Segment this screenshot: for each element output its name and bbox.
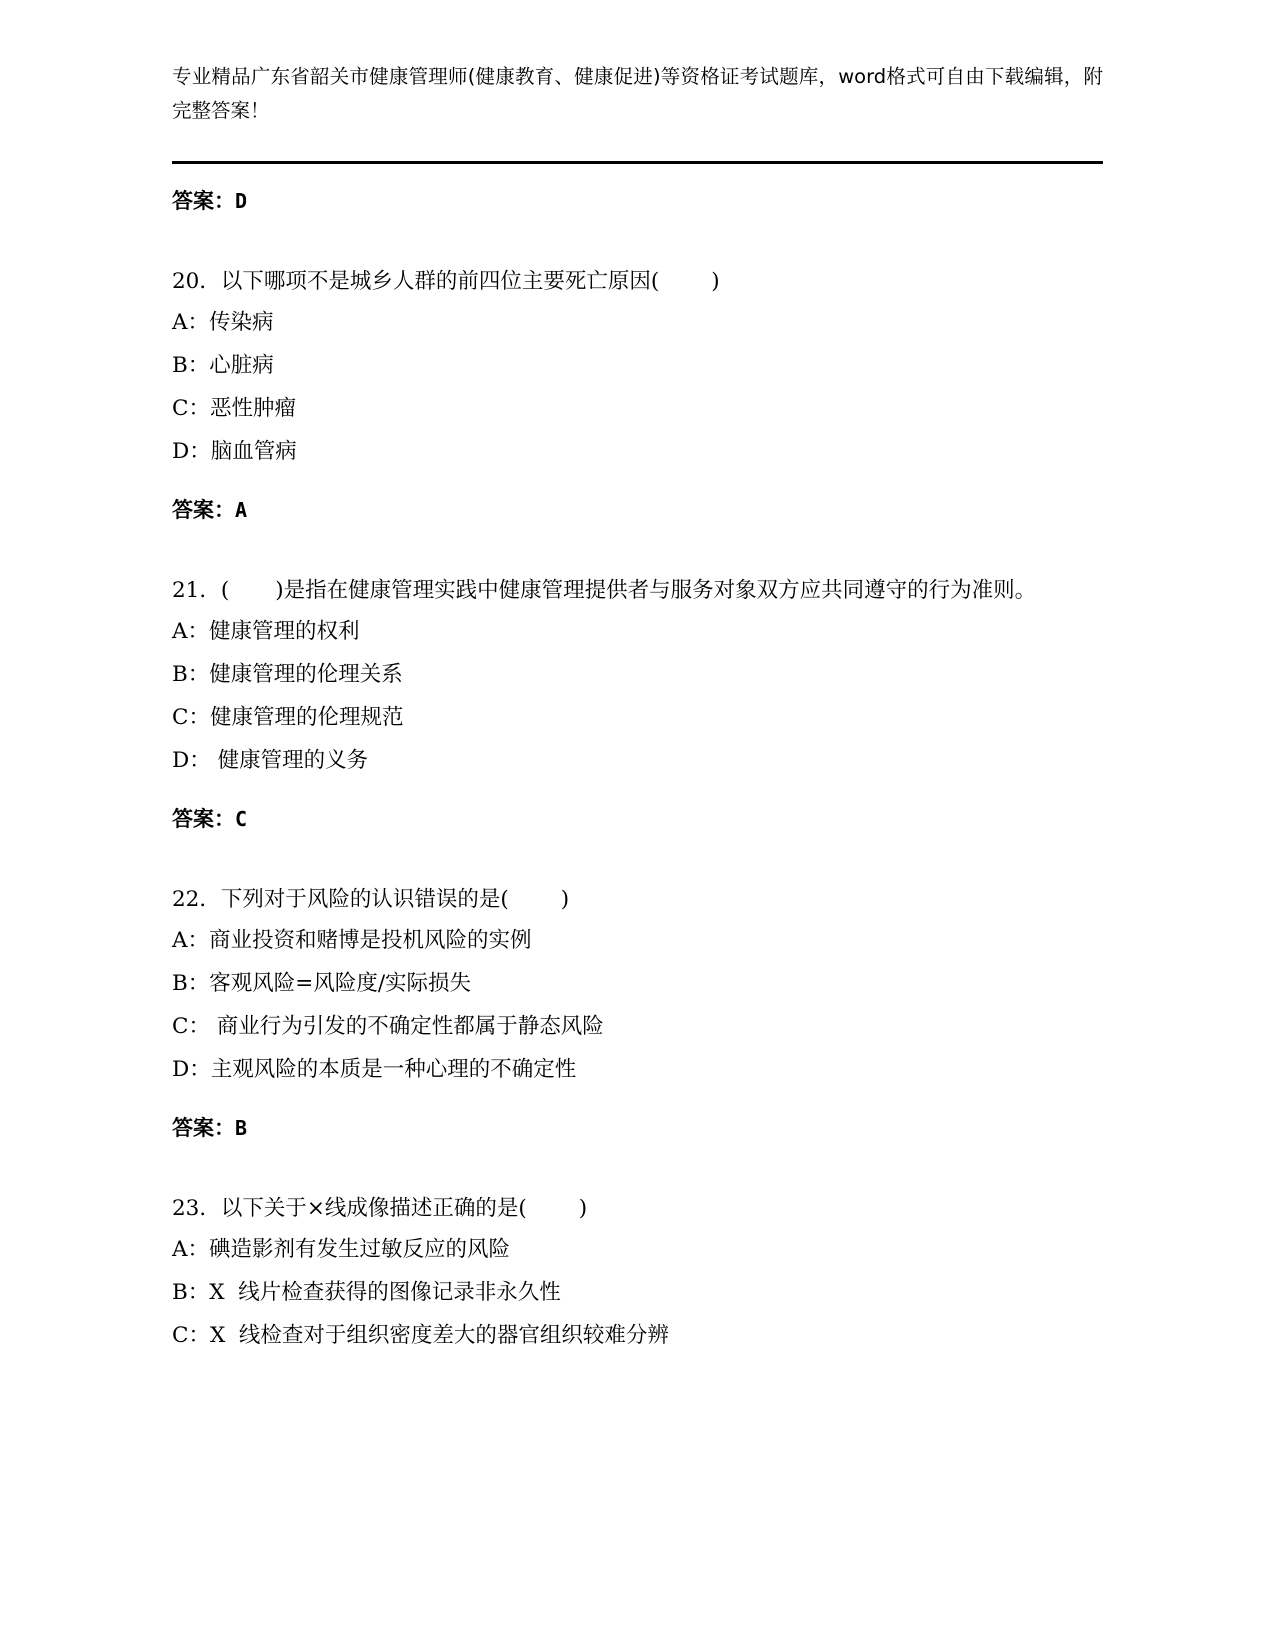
answer-line bbox=[172, 804, 1103, 834]
question-number: 20． bbox=[172, 269, 221, 294]
option-d: D：脑血管病 bbox=[172, 439, 297, 464]
option-a: A：碘造影剂有发生过敏反应的风险 bbox=[172, 1237, 511, 1262]
question-number: 21．( bbox=[172, 578, 230, 603]
option-b: B：健康管理的伦理关系 bbox=[172, 662, 403, 687]
question-block bbox=[172, 1189, 1103, 1357]
question-block bbox=[172, 262, 1103, 525]
question-text: 下列对于风险的认识错误的是( bbox=[220, 887, 509, 912]
question-number: 22． bbox=[172, 887, 221, 912]
option-a: A：传染病 bbox=[172, 310, 274, 335]
question-stem bbox=[172, 571, 1103, 610]
question-number: 23． bbox=[172, 1196, 221, 1221]
question-text-tail: ) bbox=[560, 887, 570, 912]
option-a: A：健康管理的权利 bbox=[172, 619, 360, 644]
option-b: B：心脏病 bbox=[172, 353, 274, 378]
question-text: 以下哪项不是城乡人群的前四位主要死亡原因( bbox=[220, 269, 660, 294]
question-text-tail: ) bbox=[578, 1196, 588, 1221]
question-stem bbox=[172, 1189, 1103, 1228]
question-text: )是指在健康管理实践中健康管理提供者与服务对象双方应共同遵守的行为准则。 bbox=[275, 578, 1037, 603]
question-text-tail: ) bbox=[711, 269, 720, 294]
answer-label: 答案： bbox=[172, 189, 235, 213]
option-c: C：X 线检查对于组织密度差大的器官组织较难分辨 bbox=[172, 1323, 669, 1348]
answer-value: A bbox=[235, 498, 248, 522]
answer-label: 答案： bbox=[172, 1116, 235, 1140]
answer-value: D bbox=[235, 189, 248, 213]
question-block bbox=[172, 571, 1103, 834]
option-c: C：健康管理的伦理规范 bbox=[172, 705, 404, 730]
question-block bbox=[172, 880, 1103, 1143]
answer-label: 答案： bbox=[172, 807, 235, 831]
option-b: B：客观风险=风险度/实际损失 bbox=[172, 971, 472, 996]
answer-value: B bbox=[235, 1116, 248, 1140]
option-b: B：X 线片检查获得的图像记录非永久性 bbox=[172, 1280, 561, 1305]
answer-label: 答案： bbox=[172, 498, 235, 522]
answer-line bbox=[172, 495, 1103, 525]
option-d: D：主观风险的本质是一种心理的不确定性 bbox=[172, 1057, 577, 1082]
answer-line-top bbox=[172, 186, 1103, 216]
option-c: C： 商业行为引发的不确定性都属于静态风险 bbox=[172, 1014, 604, 1039]
question-stem bbox=[172, 262, 1103, 301]
question-stem bbox=[172, 880, 1103, 919]
document-header: 专业精品广东省韶关市健康管理师(健康教育、健康促进)等资格证考试题库，word格式可自由下载编辑，附完整答案！ bbox=[172, 65, 1103, 122]
answer-value: C bbox=[235, 807, 248, 831]
answer-line bbox=[172, 1113, 1103, 1143]
option-c: C：恶性肿瘤 bbox=[172, 396, 296, 421]
option-d: D： 健康管理的义务 bbox=[172, 748, 369, 773]
header-divider bbox=[172, 161, 1103, 164]
question-text: 以下关于×线成像描述正确的是( bbox=[220, 1196, 527, 1221]
option-a: A：商业投资和赌博是投机风险的实例 bbox=[172, 928, 532, 953]
